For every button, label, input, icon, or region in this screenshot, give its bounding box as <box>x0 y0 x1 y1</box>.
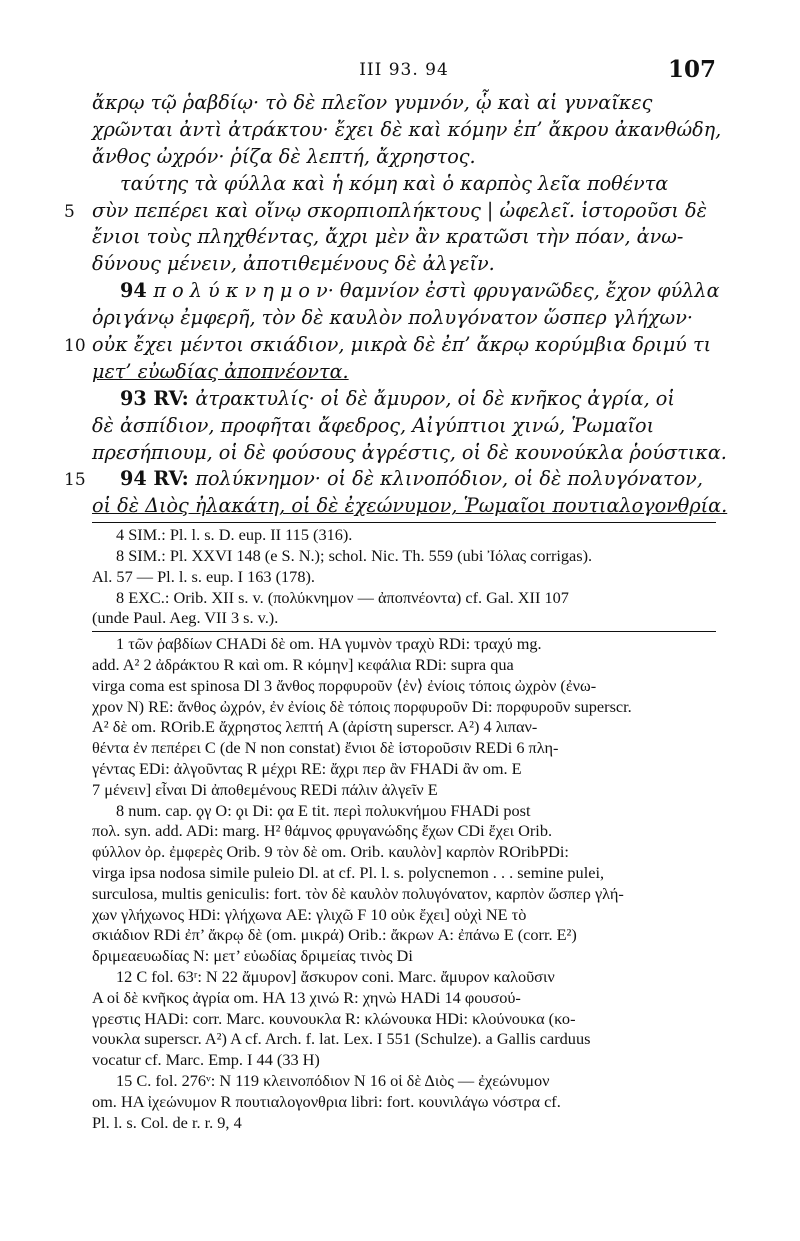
text-line <box>92 171 716 198</box>
text-segment: χρῶνται ἀντὶ ἀτράκτου· ἔχει δὲ καὶ κόμην ἐπ’ ἄκρου ἀκανθώδη, <box>92 117 722 141</box>
apparatus-criticus <box>92 634 716 1133</box>
apparatus-line: add. A² 2 ἀδράκτου R καὶ om. R κόμην] κεφάλια RDi: supra qua <box>92 655 514 675</box>
text-segment: σὺν πεπέρει καὶ οἴνῳ σκορπιοπλήκτους | ὠφελεῖ. ἱστοροῦσι δὲ <box>92 198 707 222</box>
apparatus-line: χρον N) RE: ἄνθος ὠχρόν, ἐν ἐνίοις δὲ τόποις πορφυροῦν Di: πορφυροῦν superscr. <box>92 696 632 716</box>
line-number: 5 <box>64 201 75 222</box>
apparatus-line: 8 num. cap. ϙγ O: ϙι Di: ϙα E tit. περὶ πολυκνήμου FHADi post <box>116 800 531 820</box>
text-line <box>92 278 720 305</box>
apparatus-line: Pl. l. s. Col. de r. r. 9, 4 <box>92 1112 242 1132</box>
line-number: 10 <box>64 336 86 357</box>
text-line <box>92 493 728 520</box>
text-segment: πρεσήπιουμ, οἱ δὲ φούσους ἀγρέστις, οἱ δὲ κουνούκλα ῥούστικα. <box>92 440 727 464</box>
line-number: 15 <box>64 470 86 491</box>
text-line <box>92 386 716 413</box>
text-line <box>64 332 716 359</box>
apparatus-line: γρεστις HADi: corr. Marc. κουνουκλα R: κλώνουκα HDi: κλούνουκα (κο- <box>92 1008 576 1028</box>
text-line <box>92 251 716 278</box>
apparatus-line: 7 μένειν] εἶναι Di ἀποθεμένους REDi πάλιν ἀλγεῖν E <box>92 779 438 799</box>
apparatus-line: om. HA ἰχεώνυμον R πουτιαλογονθρια libri: fort. κουνιλάγω νόστρα cf. <box>92 1091 561 1111</box>
apparatus-line: 1 τῶν ῥαβδίων CHADi δὲ om. HA γυμνὸν τραχὺ RDi: τραχύ mg. <box>116 634 542 654</box>
testimonia-rule <box>92 631 716 632</box>
apparatus-line: 15 C. fol. 276ᵛ: N 119 κλεινοπόδιον N 16 οἱ δὲ Διὸς — ἐχεώνυμον <box>116 1070 550 1090</box>
text-line <box>64 198 716 225</box>
text-segment: ταύτης τὰ φύλλα καὶ ἡ κόμη καὶ ὁ καρπὸς λεῖα ποθέντα <box>120 171 669 195</box>
testimonia-line: 8 EXC.: Orib. XII s. v. (πολύκνημον — ἀποπνέοντα) cf. Gal. XII 107 <box>116 587 569 607</box>
chapter-label: 94 <box>120 279 154 303</box>
apparatus-line: surculosa, multis geniculis: fort. τὸν δὲ καυλὸν πολυγόνατον, καρπὸν ὥσπερ γλή- <box>92 883 624 903</box>
text-line <box>92 413 716 440</box>
main-text <box>64 90 728 520</box>
apparatus-line: A οἱ δὲ κνῆκος ἀγρία om. HA 13 χινώ R: χηνὼ HADi 14 φουσού- <box>92 987 521 1007</box>
text-line <box>92 359 716 386</box>
testimonia-line: (unde Paul. Aeg. VII 3 s. v.). <box>92 608 279 628</box>
text-line <box>92 224 716 251</box>
text-line <box>92 117 722 144</box>
apparatus-line: 12 C fol. 63ʳ: N 22 ἄμυρον] ἄσκυρον coni. Marc. ἄμυρον καλοῦσιν <box>116 966 555 986</box>
page-number: 107 <box>667 56 716 83</box>
running-title: III 93. 94 <box>359 60 449 80</box>
text-segment: πολύκνημον· οἱ δὲ κλινοπόδιον, οἱ δὲ πολυγόνατον, <box>195 467 703 491</box>
apparatus-line: δριμεαευωδίας N: μετ’ εὐωδίας δριμείας τινὸς Di <box>92 946 413 966</box>
text-segment: δὲ ἀσπίδιον, προφῆται ἄφεδρος, Αἰγύπτιοι χινώ, Ῥωμαῖοι <box>92 413 655 437</box>
testimonia-line: 8 SIM.: Pl. XXVI 148 (e S. N.); schol. Nic. Th. 559 (ubi Ἰόλας corrigas). <box>116 546 593 566</box>
apparatus-line: θέντα ἐν πεπέρει C (de N non constat) ἔνιοι δὲ ἱστοροῦσιν REDi 6 πλη- <box>92 738 559 758</box>
apparatus-line: A² δὲ om. ROrib.E ἄχρηστος λεπτή A (ἀρίστη superscr. A²) 4 λιπαν- <box>92 717 538 737</box>
text-segment: δύνους μένειν, ἀποτιθεμένους δὲ ἀλγεῖν. <box>92 252 495 276</box>
testimonia-line: Al. 57 — Pl. l. s. eup. I 163 (178). <box>92 566 315 586</box>
text-line <box>92 305 716 332</box>
text-segment: ἀτρακτυλίς· οἱ δὲ ἄμυρον, οἱ δὲ κνῆκος ἀγρία, οἱ <box>195 386 675 410</box>
apparatus-line: virga coma est spinosa Dl 3 ἄνθος πορφυροῦν ⟨ἐν⟩ ἐνίοις τόποις ὠχρὸν (ἐνω- <box>92 675 597 695</box>
text-segment: οἱ δὲ Διὸς ἠλακάτη, οἱ δὲ ἐχεώνυμον, Ῥωμαῖοι πουτιαλογονθρία. <box>92 494 728 518</box>
text-segment: ὀριγάνῳ ἐμφερῆ, τὸν δὲ καυλὸν πολυγόνατον ὥσπερ γλήχων· <box>92 306 693 330</box>
apparatus-line: φύλλον ὀρ. ἐμφερὲς Orib. 9 τὸν δὲ om. Orib. καυλὸν] καρπὸν ROribPDi: <box>92 842 569 862</box>
apparatus-line: virga ipsa nodosa simile puleio Dl. at cf. Pl. l. s. polycnemon . . . semine pulei, <box>92 863 605 882</box>
apparatus-line: vocatur cf. Marc. Emp. I 44 (33 H) <box>92 1050 320 1070</box>
page-header <box>92 56 716 90</box>
testimonia <box>92 525 716 629</box>
text-segment: μετ’ εὐωδίας ἀποπνέοντα. <box>92 359 349 383</box>
text-line <box>64 466 716 493</box>
apparatus-line: γέντας EDi: ἀλγοῦντας R μέχρι RE: ἄχρι περ ἂν FHADi ἂν om. E <box>92 759 522 779</box>
apparatus-line: νουκλα superscr. A²) A cf. Arch. f. lat. Lex. I 551 (Schulze). a Gallis carduus <box>92 1029 591 1049</box>
text-line <box>92 440 727 467</box>
page <box>64 56 728 1133</box>
main-text-rule <box>92 522 716 523</box>
apparatus-line: πολ. syn. add. ADi: marg. H² θάμνος φρυγανώδης ἔχων CDi ἔχει Orib. <box>92 821 553 841</box>
text-line <box>92 144 716 171</box>
apparatus-line: χων γλήχωνος HDi: γλήχωνα AE: γλιχῶ F 10 οὐκ ἔχει] οὐχὶ NE τὸ <box>92 904 527 924</box>
text-segment: ἄκρῳ τῷ ῥαβδίῳ· τὸ δὲ πλεῖον γυμνόν, ᾧ καὶ αἱ γυναῖκες <box>92 91 653 114</box>
apparatus-line: σκιάδιον RDi ἐπ’ ἄκρῳ δὲ (om. μικρά) Orib.: ἄκρων A: ἐπάνω E (corr. E²) <box>92 925 577 945</box>
text-line <box>92 90 716 117</box>
text-segment: ἄνθος ὠχρόν· ῥίζα δὲ λεπτή, ἄχρηστος. <box>92 144 476 168</box>
chapter-label: 94 RV: <box>120 467 196 491</box>
testimonia-line: 4 SIM.: Pl. l. s. D. eup. II 115 (316). <box>116 525 353 545</box>
text-segment: ἔνιοι τοὺς πληχθέντας, ἄχρι μὲν ἂν κρατῶσι τὴν πόαν, ἀνω- <box>92 225 684 249</box>
text-segment: π ο λ ύ κ ν η μ ο ν· θαμνίον ἐστὶ φρυγανῶδες, ἔχον φύλλα <box>153 279 720 303</box>
chapter-label: 93 RV: <box>120 386 196 410</box>
text-segment: οὐκ ἔχει μέντοι σκιάδιον, μικρὰ δὲ ἐπ’ ἄκρῳ κορύμβια δριμύ τι <box>92 333 712 357</box>
